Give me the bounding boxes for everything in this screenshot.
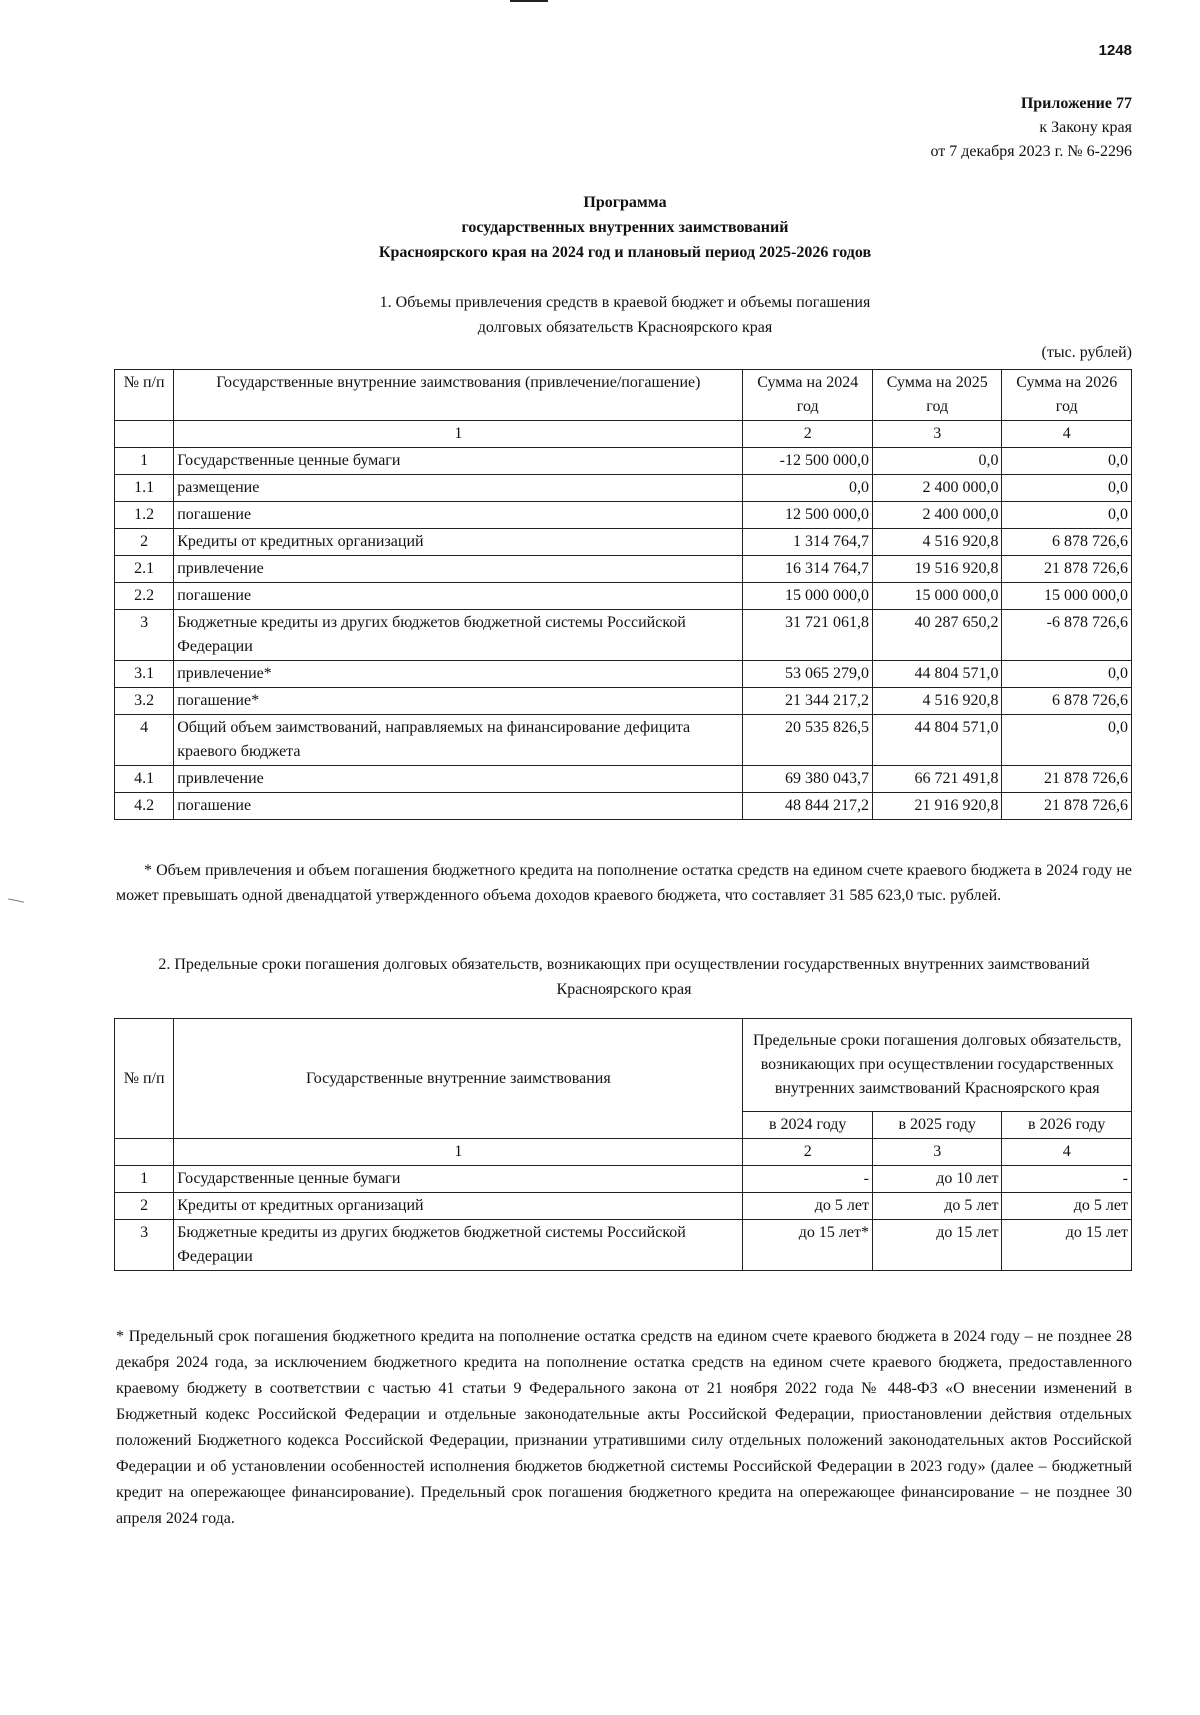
table-row (115, 502, 1132, 529)
row-2024: 15 000 000,0 (743, 583, 873, 610)
row-name: привлечение (174, 766, 743, 793)
col-num-1: 1 (174, 1139, 743, 1166)
header-2024: Сумма на 2024 год (743, 370, 873, 421)
column-number-row (115, 421, 1132, 448)
row-2026: 21 878 726,6 (1002, 766, 1132, 793)
row-name: привлечение* (174, 661, 743, 688)
row-2024: 69 380 043,7 (743, 766, 873, 793)
table-header-row (115, 370, 1132, 421)
table-row (115, 448, 1132, 475)
section1-footnote: * Объем привлечения и объем погашения бюджетного кредита на пополнение остатка средств на едином счете краевого бюджета в 2024 году не может превышать одной двенадцатой утвержденного объема доходов краевого бюджета, что составляет 31 585 623,0 тыс. рублей. (116, 862, 1132, 904)
row-name: погашение (174, 502, 743, 529)
row-num: 3 (115, 1220, 174, 1271)
row-2025: 44 804 571,0 (872, 661, 1002, 688)
table-row (115, 766, 1132, 793)
header-2024: в 2024 году (743, 1112, 873, 1139)
row-2026: 0,0 (1002, 715, 1132, 766)
row-2026: 0,0 (1002, 661, 1132, 688)
row-2024: 1 314 764,7 (743, 529, 873, 556)
row-num: 1.2 (115, 502, 174, 529)
section1-title-line1: 1. Объемы привлечения средств в краевой бюджет и объемы погашения (379, 294, 871, 311)
row-2024: -12 500 000,0 (743, 448, 873, 475)
document-title (0, 190, 1200, 265)
table-row (115, 688, 1132, 715)
row-2026: -6 878 726,6 (1002, 610, 1132, 661)
section1-title-line2: долговых обязательств Красноярского края (477, 319, 773, 336)
table-row (115, 1193, 1132, 1220)
header-2026: Сумма на 2026 год (1002, 370, 1132, 421)
appendix-block (930, 92, 1132, 164)
header-num: № п/п (115, 370, 174, 421)
row-2026: 15 000 000,0 (1002, 583, 1132, 610)
margin-mark (8, 898, 24, 902)
row-2025: 4 516 920,8 (872, 688, 1002, 715)
table-row (115, 529, 1132, 556)
row-2026: 0,0 (1002, 448, 1132, 475)
title-line2: государственных внутренних заимствований (461, 219, 789, 236)
col-num-2: 2 (743, 1139, 873, 1166)
repayment-terms-table (114, 1018, 1132, 1271)
table-row (115, 556, 1132, 583)
section1-title (0, 290, 1200, 340)
row-2025: до 10 лет (872, 1166, 1002, 1193)
header-name: Государственные внутренние заимствования (привлечение/погашение) (174, 370, 743, 421)
appendix-line2: к Закону края (1039, 119, 1132, 136)
row-num: 2.2 (115, 583, 174, 610)
row-2025: до 5 лет (872, 1193, 1002, 1220)
row-name: Общий объем заимствований, направляемых на финансирование дефицита краевого бюджета (174, 715, 743, 766)
table-row (115, 793, 1132, 820)
table-row (115, 1220, 1132, 1271)
row-num: 3.1 (115, 661, 174, 688)
row-name: Государственные ценные бумаги (174, 448, 743, 475)
row-2024: 0,0 (743, 475, 873, 502)
header-group: Предельные сроки погашения долговых обязательств, возникающих при осуществлении государственных внутренних заимствований Красноярского края (743, 1019, 1132, 1112)
row-name: Бюджетные кредиты из других бюджетов бюджетной системы Российской Федерации (174, 610, 743, 661)
row-name: размещение (174, 475, 743, 502)
col-num-4: 4 (1002, 1139, 1132, 1166)
top-rule (510, 0, 548, 2)
row-2025: 44 804 571,0 (872, 715, 1002, 766)
borrowing-volumes-table (114, 369, 1132, 820)
row-2024: 31 721 061,8 (743, 610, 873, 661)
header-2025: в 2025 году (872, 1112, 1002, 1139)
col-num-3: 3 (872, 1139, 1002, 1166)
row-2026: до 15 лет (1002, 1220, 1132, 1271)
row-name: погашение (174, 793, 743, 820)
row-2024: 48 844 217,2 (743, 793, 873, 820)
table-row (115, 475, 1132, 502)
appendix-title: Приложение 77 (1020, 95, 1132, 112)
page-number: 1248 (1098, 42, 1132, 59)
table-row (115, 661, 1132, 688)
table-row (115, 715, 1132, 766)
row-2025: 21 916 920,8 (872, 793, 1002, 820)
col-num-3: 3 (872, 421, 1002, 448)
row-num: 1 (115, 448, 174, 475)
col-num-empty (115, 1139, 174, 1166)
row-2026: 21 878 726,6 (1002, 556, 1132, 583)
header-num: № п/п (115, 1019, 174, 1139)
row-num: 4.2 (115, 793, 174, 820)
row-2024: 12 500 000,0 (743, 502, 873, 529)
col-num-empty (115, 421, 174, 448)
header-name: Государственные внутренние заимствования (174, 1019, 743, 1139)
title-line1: Программа (583, 194, 667, 211)
row-2024: 53 065 279,0 (743, 661, 873, 688)
header-2026: в 2026 году (1002, 1112, 1132, 1139)
row-2025: 15 000 000,0 (872, 583, 1002, 610)
row-num: 2 (115, 529, 174, 556)
row-2026: 0,0 (1002, 502, 1132, 529)
row-num: 3.2 (115, 688, 174, 715)
section2-title: 2. Предельные сроки погашения долговых обязательств, возникающих при осуществлении государственных внутренних заимствований Красноярского края (158, 956, 1090, 998)
row-name: Бюджетные кредиты из других бюджетов бюджетной системы Российской Федерации (174, 1220, 743, 1271)
col-num-4: 4 (1002, 421, 1132, 448)
row-2026: 6 878 726,6 (1002, 529, 1132, 556)
row-2024: до 15 лет* (743, 1220, 873, 1271)
table-row (115, 583, 1132, 610)
row-2025: 40 287 650,2 (872, 610, 1002, 661)
section2-footnote: * Предельный срок погашения бюджетного кредита на пополнение остатка средств на едином счете краевого бюджета в 2024 году – не позднее 28 декабря 2024 года, за исключением бюджетного кредита на пополнение остатка средств на едином счете краевого бюджета, предоставленного краевому бюджету в соответствии с частью 41 статьи 9 Федерального закона от 21 ноября 2022 года № 448-ФЗ «О внесении изменений в Бюджетный кодекс Российской Федерации и отдельные законодательные акты Российской Федерации, приостановлении действия отдельных положений Бюджетного кодекса Российской Федерации, признании утратившими силу отдельных положений законодательных актов Российской Федерации и об установлении особенностей исполнения бюджетов бюджетной системы Российской Федерации в 2023 году» (далее – бюджетный кредит на опережающее финансирование). Предельный срок погашения бюджетного кредита на опережающее финансирование – не позднее 30 апреля 2024 года. (116, 1328, 1132, 1527)
row-2025: 19 516 920,8 (872, 556, 1002, 583)
row-name: Кредиты от кредитных организаций (174, 1193, 743, 1220)
appendix-line3: от 7 декабря 2023 г. № 6-2296 (930, 143, 1132, 160)
row-num: 1.1 (115, 475, 174, 502)
row-num: 4 (115, 715, 174, 766)
col-num-1: 1 (174, 421, 743, 448)
row-2025: 66 721 491,8 (872, 766, 1002, 793)
row-2025: 4 516 920,8 (872, 529, 1002, 556)
row-2024: - (743, 1166, 873, 1193)
row-2024: до 5 лет (743, 1193, 873, 1220)
table-body (115, 1166, 1132, 1271)
column-number-row (115, 1139, 1132, 1166)
row-2025: до 15 лет (872, 1220, 1002, 1271)
row-num: 1 (115, 1166, 174, 1193)
table-row (115, 610, 1132, 661)
table-row (115, 1166, 1132, 1193)
row-num: 2 (115, 1193, 174, 1220)
row-2024: 16 314 764,7 (743, 556, 873, 583)
col-num-2: 2 (743, 421, 873, 448)
row-2026: до 5 лет (1002, 1193, 1132, 1220)
row-2025: 2 400 000,0 (872, 502, 1002, 529)
row-name: Кредиты от кредитных организаций (174, 529, 743, 556)
table-body (115, 448, 1132, 820)
row-2025: 0,0 (872, 448, 1002, 475)
row-2026: - (1002, 1166, 1132, 1193)
row-name: привлечение (174, 556, 743, 583)
row-num: 2.1 (115, 556, 174, 583)
title-line3: Красноярского края на 2024 год и плановый период 2025-2026 годов (378, 244, 872, 261)
row-2026: 6 878 726,6 (1002, 688, 1132, 715)
row-name: Государственные ценные бумаги (174, 1166, 743, 1193)
row-2026: 0,0 (1002, 475, 1132, 502)
header-2025: Сумма на 2025 год (872, 370, 1002, 421)
row-num: 4.1 (115, 766, 174, 793)
row-2024: 21 344 217,2 (743, 688, 873, 715)
units-label: (тыс. рублей) (1041, 344, 1132, 361)
row-name: погашение (174, 583, 743, 610)
row-num: 3 (115, 610, 174, 661)
table-header-row (115, 1019, 1132, 1112)
row-2024: 20 535 826,5 (743, 715, 873, 766)
row-2026: 21 878 726,6 (1002, 793, 1132, 820)
row-2025: 2 400 000,0 (872, 475, 1002, 502)
row-name: погашение* (174, 688, 743, 715)
